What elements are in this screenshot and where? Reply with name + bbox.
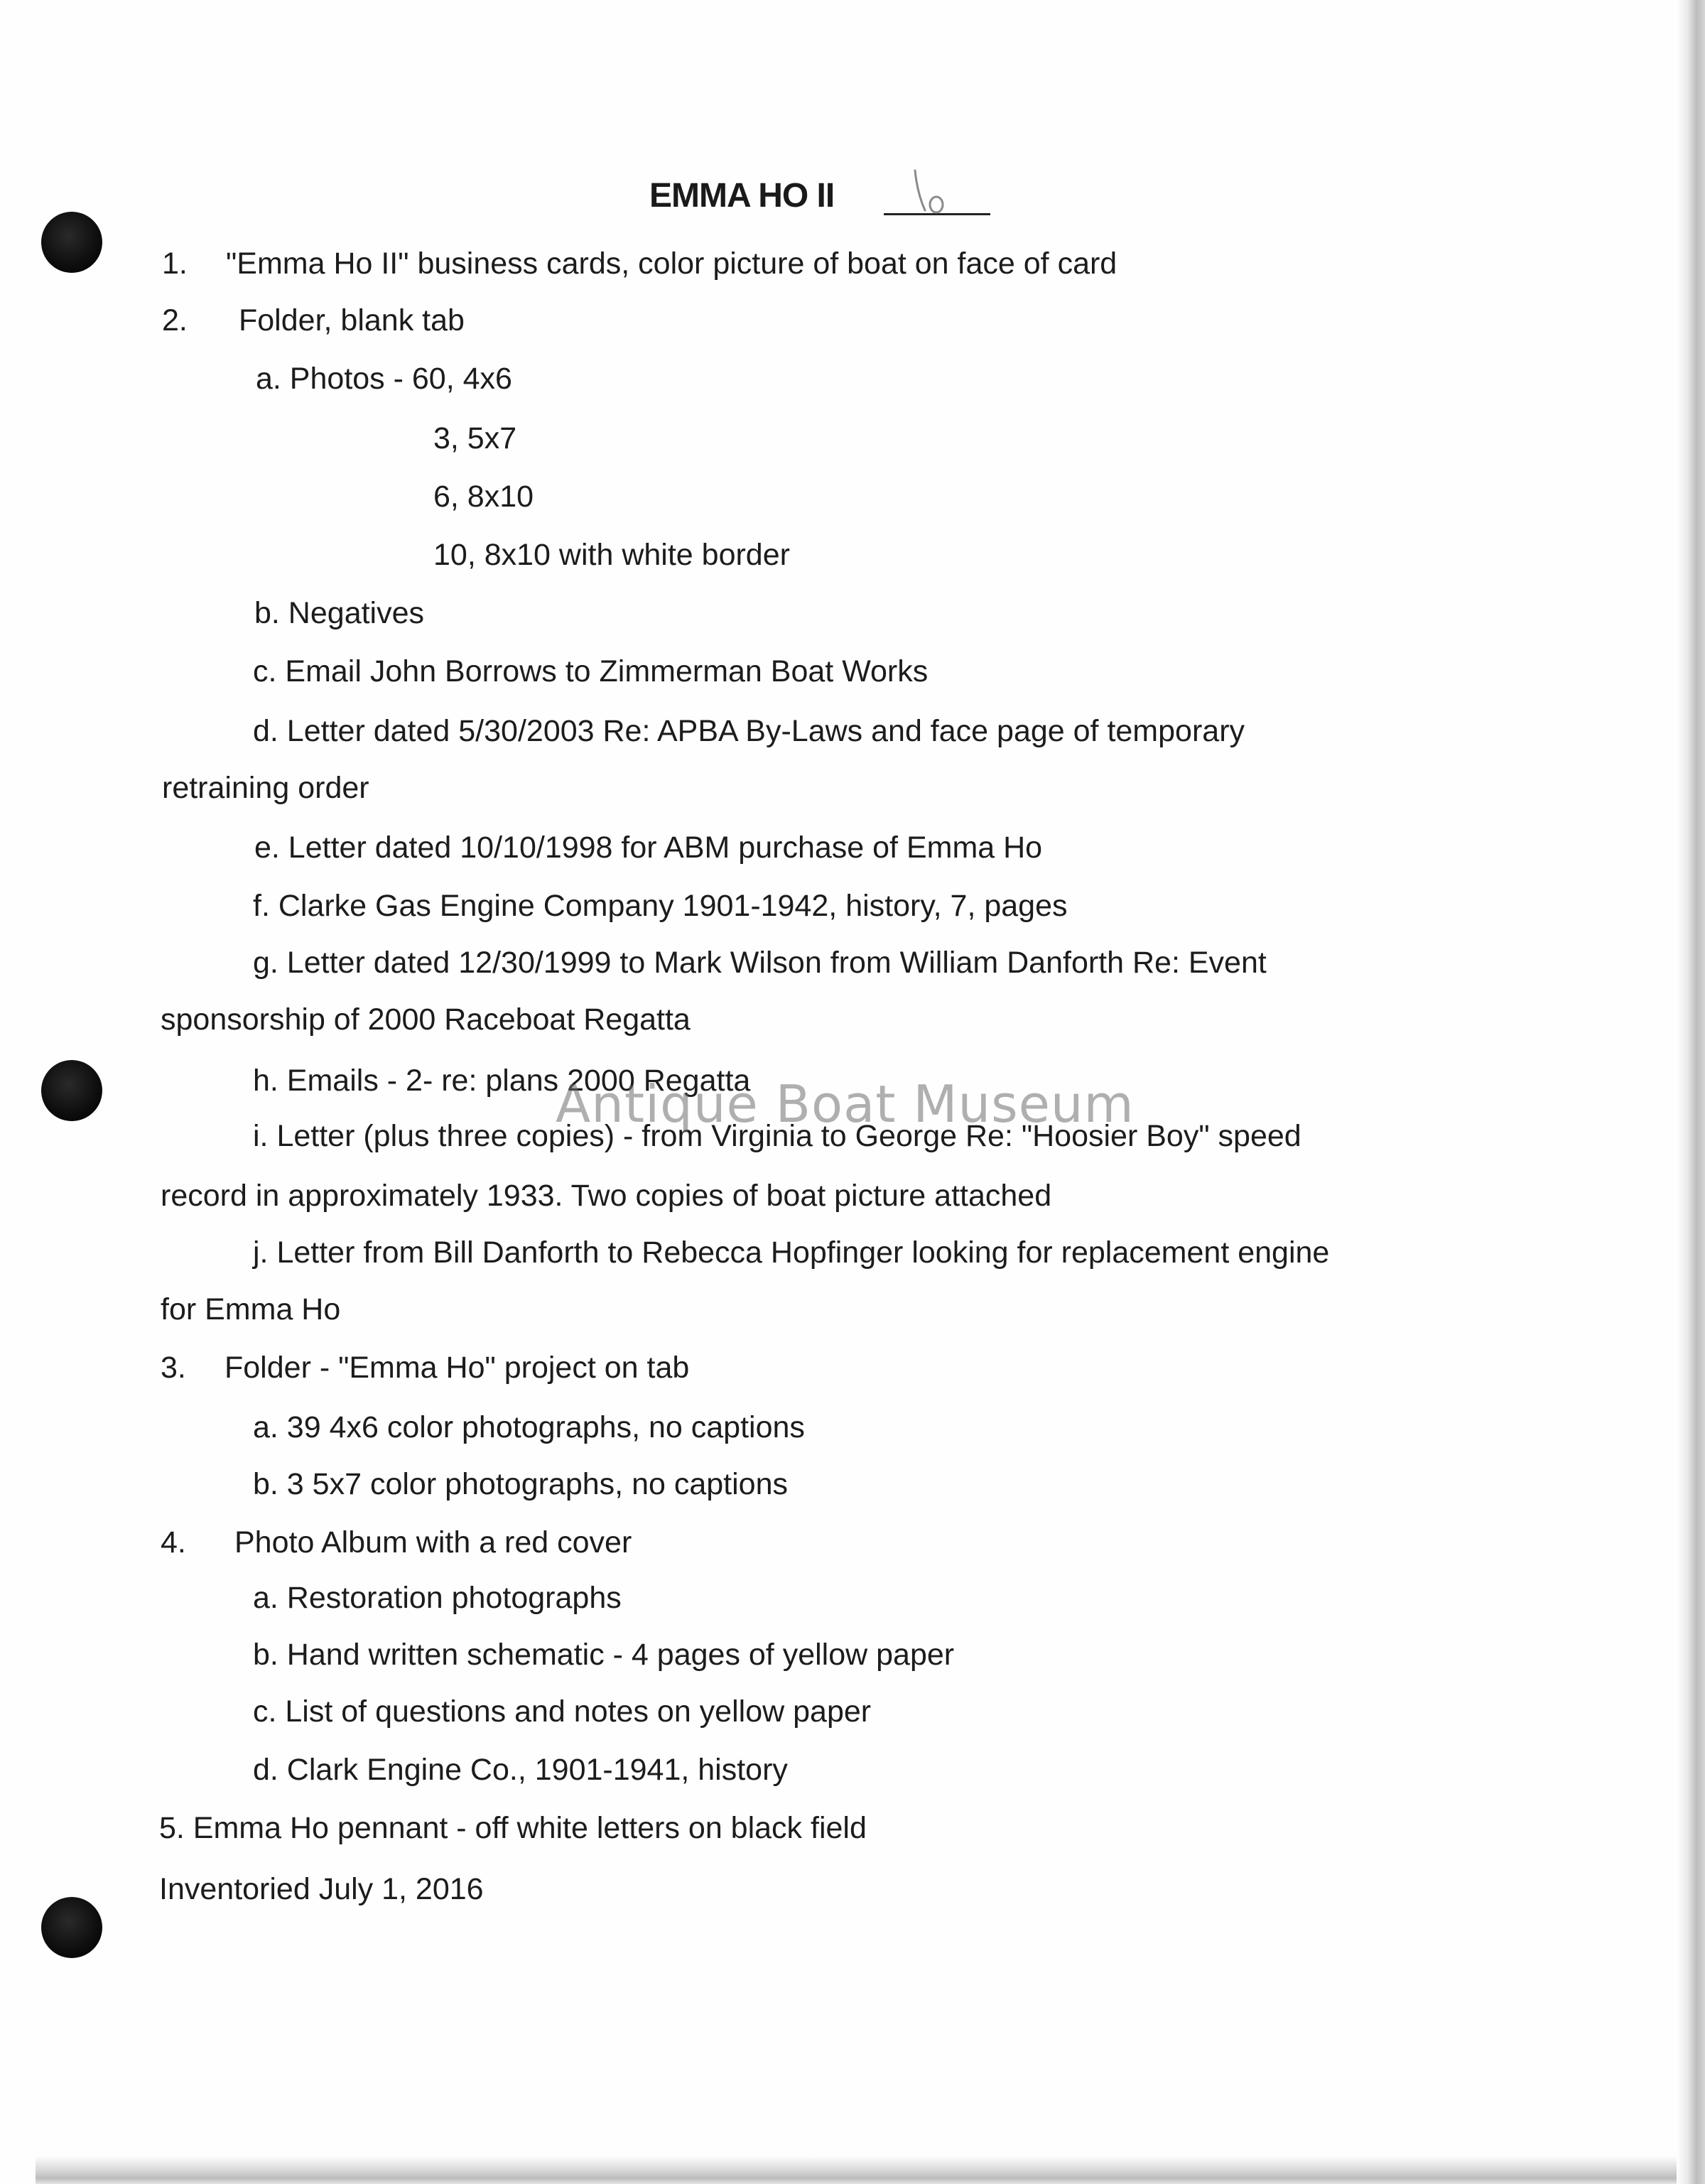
item-2d-letter: d. Letter dated 5/30/2003 Re: APBA By-Laws and face page of temporary bbox=[253, 714, 1245, 748]
scan-edge-bottom bbox=[36, 2156, 1677, 2184]
item-2g-letter-cont: sponsorship of 2000 Raceboat Regatta bbox=[161, 1002, 691, 1037]
item-3b-photos: b. 3 5x7 color photographs, no captions bbox=[253, 1467, 789, 1501]
watermark: Antique Boat Museum bbox=[556, 1074, 1135, 1134]
item-2a-photos-5x7: 3, 5x7 bbox=[433, 421, 517, 455]
item-2e-letter: e. Letter dated 10/10/1998 for ABM purchase of Emma Ho bbox=[254, 831, 1043, 865]
document-title: EMMA HO II bbox=[649, 177, 835, 215]
item-3-number: 3. bbox=[161, 1351, 186, 1385]
item-2c-email: c. Email John Borrows to Zimmerman Boat Works bbox=[253, 654, 929, 688]
item-1-text: "Emma Ho II" business cards, color picture of boat on face of card bbox=[226, 247, 1117, 281]
inventoried-date: Inventoried July 1, 2016 bbox=[159, 1872, 484, 1906]
punch-hole-middle bbox=[41, 1060, 102, 1121]
item-1-number: 1. bbox=[162, 247, 188, 281]
punch-hole-bottom bbox=[41, 1897, 102, 1958]
item-4b-schematic: b. Hand written schematic - 4 pages of yellow paper bbox=[253, 1638, 955, 1672]
item-2i-letter: i. Letter (plus three copies) - from Virginia to George Re: "Hoosier Boy" speed bbox=[253, 1119, 1301, 1153]
handwritten-number-mark bbox=[908, 161, 958, 217]
item-2a-photos-8x10: 6, 8x10 bbox=[433, 480, 534, 514]
item-2a-photos-8x10-border: 10, 8x10 with white border bbox=[433, 538, 790, 572]
scan-edge-right bbox=[1677, 0, 1705, 2184]
item-3a-photos: a. 39 4x6 color photographs, no captions bbox=[253, 1410, 805, 1444]
item-2j-letter-cont: for Emma Ho bbox=[161, 1292, 341, 1326]
item-2g-letter: g. Letter dated 12/30/1999 to Mark Wilson from William Danforth Re: Event bbox=[253, 946, 1267, 980]
item-2a-photos: a. Photos - 60, 4x6 bbox=[256, 362, 512, 396]
item-5-pennant: 5. Emma Ho pennant - off white letters on black field bbox=[159, 1811, 867, 1845]
item-4c-questions: c. List of questions and notes on yellow paper bbox=[253, 1694, 872, 1729]
item-4d-clark-history: d. Clark Engine Co., 1901-1941, history bbox=[253, 1753, 788, 1787]
item-2f-clarke-history: f. Clarke Gas Engine Company 1901-1942, history, 7, pages bbox=[253, 889, 1068, 923]
item-2d-letter-cont: retraining order bbox=[162, 771, 369, 805]
item-3-text: Folder - "Emma Ho" project on tab bbox=[224, 1351, 690, 1385]
item-4-text: Photo Album with a red cover bbox=[234, 1525, 632, 1559]
item-2h-emails: h. Emails - 2- re: plans 2000 Regatta bbox=[253, 1064, 751, 1098]
item-4-number: 4. bbox=[161, 1525, 186, 1559]
item-2-text: Folder, blank tab bbox=[239, 303, 465, 337]
item-4a-restoration: a. Restoration photographs bbox=[253, 1581, 622, 1615]
item-2i-letter-cont: record in approximately 1933. Two copies of boat picture attached bbox=[161, 1179, 1052, 1213]
item-2b-negatives: b. Negatives bbox=[254, 596, 425, 630]
item-2j-letter: j. Letter from Bill Danforth to Rebecca Hopfinger looking for replacement engine bbox=[253, 1236, 1330, 1270]
item-2-number: 2. bbox=[162, 303, 188, 337]
punch-hole-top bbox=[41, 212, 102, 273]
